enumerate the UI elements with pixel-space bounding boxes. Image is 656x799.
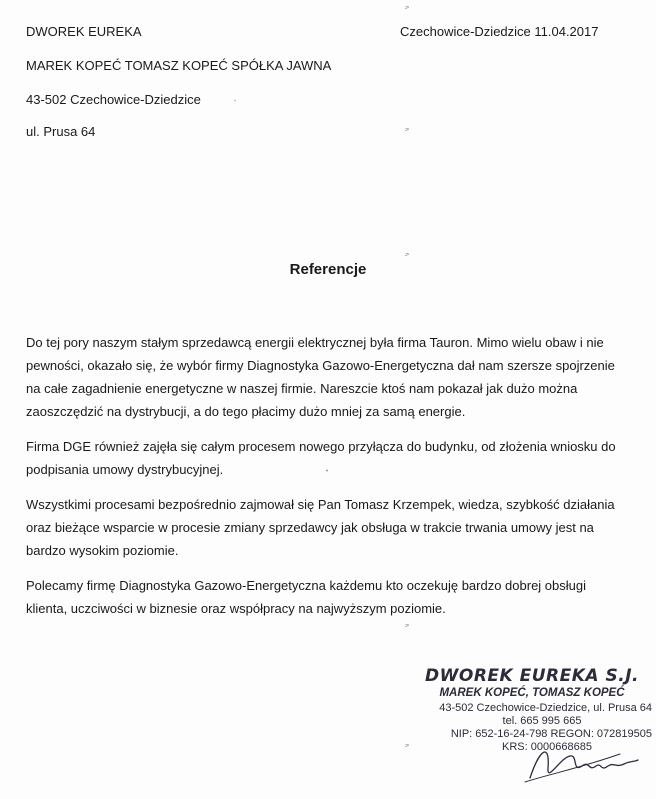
body-paragraph: Firma DGE również zajęła się całym procesem nowego przyłącza do budynku, od złożenia wniosku do podpisania umowy dystrybucyjnej. bbox=[26, 439, 616, 477]
stamp-krs: KRS: 0000668685 bbox=[502, 741, 592, 753]
stamp-address: 43-502 Czechowice-Dziedzice, ul. Prusa 64 bbox=[439, 702, 652, 714]
stamp-owners: MAREK KOPEĆ, TOMASZ KOPEĆ bbox=[439, 687, 625, 699]
scan-dot-icon bbox=[325, 469, 329, 472]
body-paragraph: Polecamy firmę Diagnostyka Gazowo-Energetyczna każdemu kto oczekuję bardzo dobrej obsługi klienta, uczciwości w biznesie oraz współpracy na najwyższym poziomie. bbox=[26, 578, 587, 616]
scan-mark-icon bbox=[405, 253, 409, 256]
handwritten-signature-icon bbox=[520, 738, 640, 788]
recipient-company: MAREK KOPEĆ TOMASZ KOPEĆ SPÓŁKA JAWNA bbox=[26, 58, 332, 73]
stamp-tax-ids: NIP: 652-16-24-798 REGON: 072819505 bbox=[450, 728, 652, 740]
scan-mark-icon bbox=[405, 744, 409, 747]
body-paragraph: Wszystkimi procesami bezpośrednio zajmował się Pan Tomasz Krzempek, wiedza, szybkość działania oraz bieżące wsparcie w procesie zmiany sprzedawcy jak obsługa w trakcie trwania umowy jest na bardzo wysokim poziomie. bbox=[26, 497, 615, 558]
recipient-street: ul. Prusa 64 bbox=[26, 124, 96, 139]
recipient-postal-address: 43-502 Czechowice-Dziedzice bbox=[26, 92, 201, 107]
stamp-company: DWOREK EUREKA S.J. bbox=[425, 666, 639, 686]
body-paragraph: Do tej pory naszym stałym sprzedawcą energii elektrycznej była firma Tauron. Mimo wielu obaw i nie pewności, okazało się, że wybór firmy Diagnostyka Gazowo-Energetyczna dał nam szersze spojrzenie na całe zagadnienie energetyczne w naszej firmie. Nareszcie ktoś nam pokazał jak dużo można zaoszczędzić na dystrybucji, a do tego płacimy dużo mniej za samą energie. bbox=[26, 335, 615, 419]
scan-mark-icon bbox=[405, 128, 409, 131]
scan-mark-icon bbox=[405, 624, 409, 627]
scan-dot-icon bbox=[233, 99, 237, 102]
scan-mark-icon bbox=[405, 6, 409, 9]
letter-body bbox=[26, 331, 626, 632]
letter-title: Referencje bbox=[289, 261, 367, 278]
sender-name: DWOREK EUREKA bbox=[26, 24, 142, 39]
document-date: Czechowice-Dziedzice 11.04.2017 bbox=[400, 24, 599, 39]
stamp-phone: tel. 665 995 665 bbox=[502, 715, 582, 727]
